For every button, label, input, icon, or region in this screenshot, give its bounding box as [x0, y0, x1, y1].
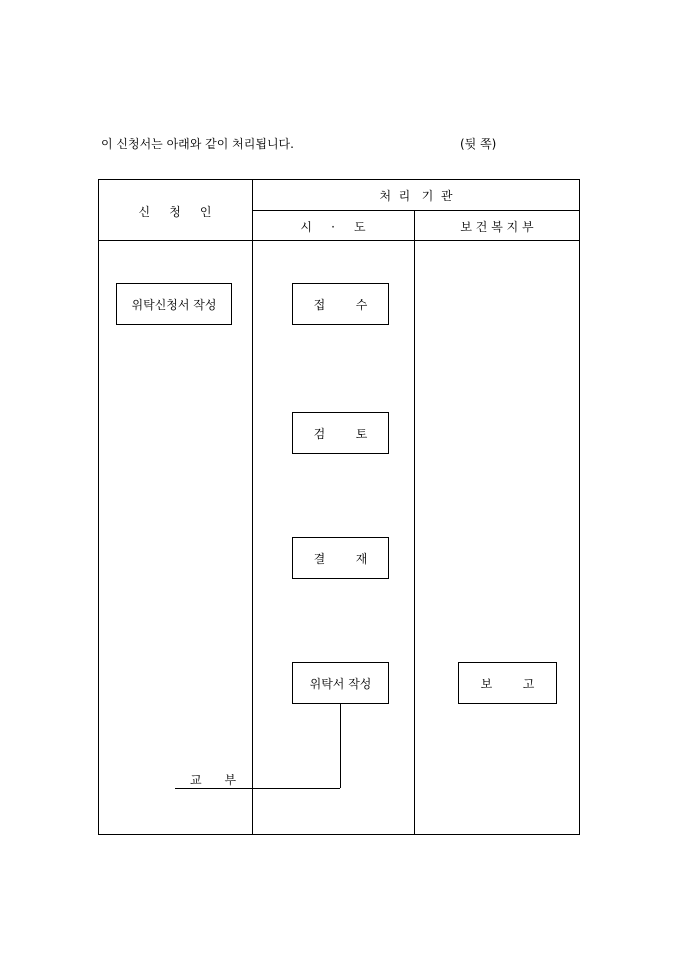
request-form-box: 위탁신청서 작성 — [116, 283, 232, 325]
processing-table — [98, 179, 580, 835]
delivery-connector-horizontal — [175, 788, 340, 789]
approval-box: 결 재 — [292, 537, 389, 579]
consignment-writing-box: 위탁서 작성 — [292, 662, 389, 704]
report-box: 보 고 — [458, 662, 557, 704]
column-divider-city — [414, 210, 415, 835]
header-subdivider — [252, 210, 580, 211]
header-bottom-line — [98, 240, 580, 241]
header-applicant: 신 청 인 — [138, 205, 212, 219]
review-box: 검 토 — [292, 412, 389, 454]
header-processing-agency: 처 리 기 관 — [379, 189, 453, 203]
header-city-province: 시 · 도 — [300, 220, 366, 234]
column-divider-applicant — [252, 179, 253, 835]
delivery-label: 교 부 — [190, 773, 237, 787]
receipt-box: 접 수 — [292, 283, 389, 325]
intro-text: 이 신청서는 아래와 같이 처리됩니다. — [101, 137, 294, 151]
page-side-label: (뒷 쪽) — [460, 137, 497, 151]
header-ministry: 보 건 복 지 부 — [460, 220, 534, 234]
delivery-connector-vertical — [340, 704, 341, 788]
